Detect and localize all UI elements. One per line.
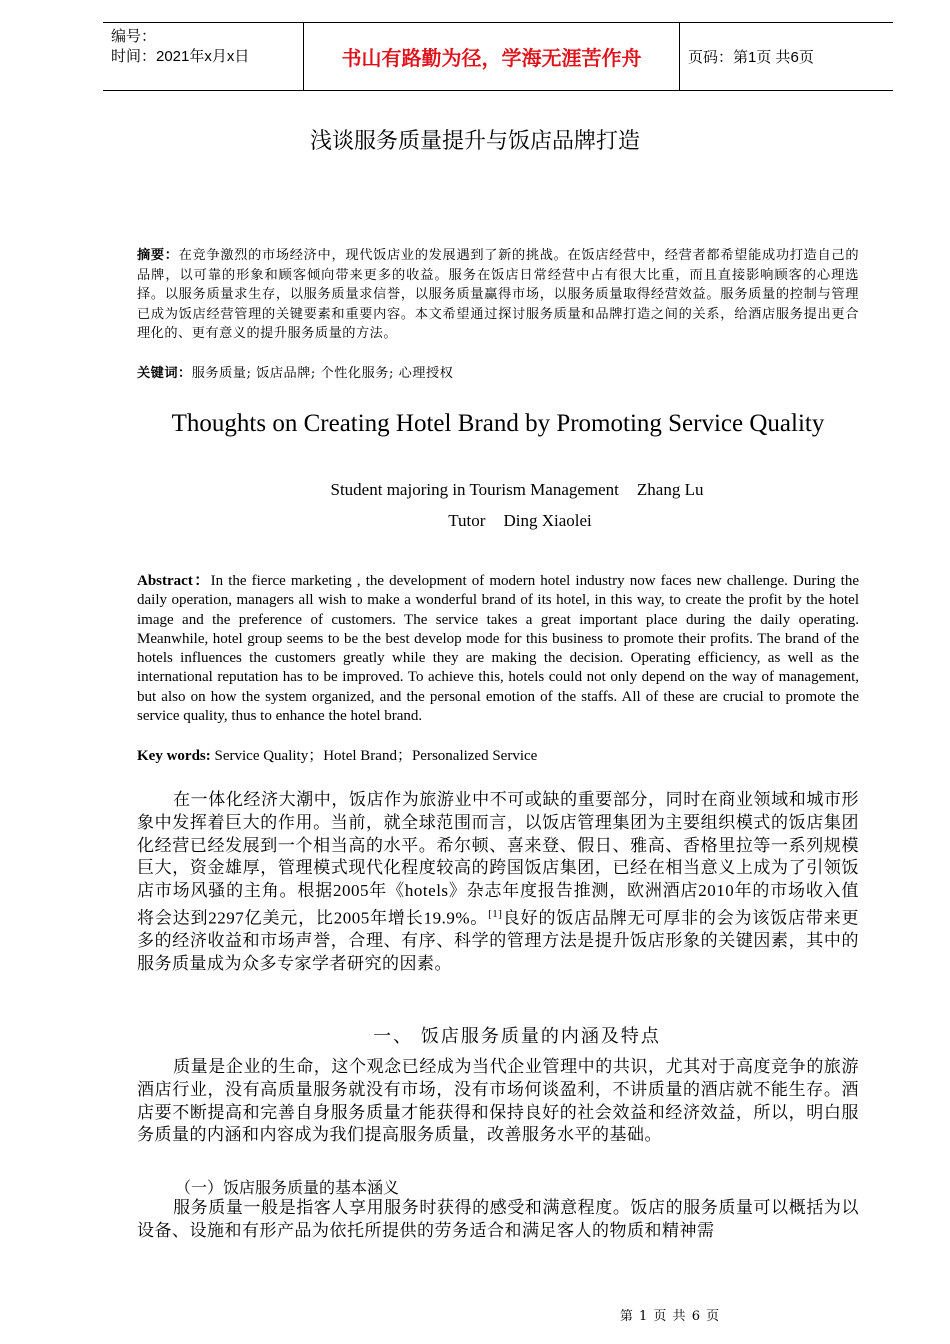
chinese-keywords-text: 服务质量; 饭店品牌; 个性化服务; 心理授权 — [191, 366, 454, 381]
student-name: Zhang Lu — [636, 480, 704, 499]
paragraph2-text: 质量是企业的生命，这个观念已经成为当代企业管理中的共识，尤其对于高度竞争的旅游酒店行业，没有高质量服务就没有市场，没有市场何谈盈利，不讲质量的酒店就不能生存。酒店要不断提高和完善自身服务质量才能获得和保持良好的社会效益和经济效益，所以，明白服务质量的内涵和内容成为我们提高服务质量，改善服务水平的基础。 — [137, 1057, 859, 1145]
body-paragraph-2 — [137, 1056, 859, 1147]
header-motto: 书山有路勤为径，学海无涯苦作舟 — [304, 23, 680, 90]
subsection-1-heading: （一）饭店服务质量的基本涵义 — [175, 1178, 400, 1197]
chinese-title: 浅谈服务质量提升与饭店品牌打造 — [309, 129, 640, 154]
header-meta-cell — [103, 23, 304, 90]
page-footer: 第 1 页 共 6 页 — [619, 1309, 721, 1324]
paragraph1-text-b: 良好的饭店品牌无可厚非的会为该饭店带来更多的经济收益和市场声誉，合理、有序、科学的管理方法是提升饭店形象的关键因素，其中的服务质量成为众多专家学者研究的因素。 — [137, 908, 859, 974]
body-paragraph-1 — [137, 789, 859, 976]
tutor-name: Ding Xiaolei — [503, 511, 592, 530]
body-paragraph-3 — [137, 1197, 859, 1243]
number-label: 编号： — [111, 28, 157, 45]
tutor-label: Tutor — [448, 511, 486, 530]
section-1-heading: 一、 饭店服务质量的内涵及特点 — [373, 1026, 661, 1047]
header-page-info: 页码：第1页 共6页 — [688, 49, 814, 66]
chinese-keywords-label: 关键词： — [137, 366, 192, 381]
time-label: 时间：2021年x月x日 — [111, 48, 250, 65]
chinese-abstract — [137, 246, 859, 344]
english-abstract — [137, 572, 859, 726]
chinese-keywords — [137, 364, 859, 383]
english-abstract-text: In the fierce marketing , the development of modern hotel industry now faces new challenge. During the daily operation, managers all wish to make a wonderful brand of its hotel, in this way, to create the profit by the hotel image and the preference of customers. The service takes a great important place during the daily operating. Meanwhile, hotel group seems to be the best develop mode for this business to promote their profits. The brand of the hotels influences the customers greatly while they are making the decision. Operating efficiency, as well as the international reputation has to be improved. To achieve this, hotels could not only depend on the way of management, but also on how the system organized, and the personal emotion of the staffs. All of these are crucial to promote the service quality, thus to enhance the hotel brand. — [137, 573, 859, 725]
chinese-abstract-label: 摘要： — [137, 248, 179, 263]
student-major: Student majoring in Tourism Management — [330, 480, 619, 499]
paragraph1-text-a: 在一体化经济大潮中，饭店作为旅游业中不可或缺的重要部分，同时在商业领域和城市形象中发挥着巨大的作用。当前，就全球范围而言，以饭店管理集团为主要组织模式的饭店集团化经营已经发展到一个相当高的水平。希尔顿、喜来登、假日、雅高、香格里拉等一系列规模巨大，资金雄厚，管理模式现代化程度较高的跨国饭店集团，已经在相当意义上成为了引领饭店市场风骚的主角。根据2005年《hotels》杂志年度报告推测，欧洲酒店2010年的市场收入值将会达到2297亿美元，比2005年增长19.9%。 — [137, 790, 859, 928]
header-table — [103, 22, 893, 91]
english-keywords — [137, 746, 859, 766]
english-title: Thoughts on Creating Hotel Brand by Promoting Service Quality — [171, 410, 825, 437]
english-keywords-label: Key words: — [137, 748, 211, 764]
english-abstract-label: Abstract： — [137, 573, 211, 589]
chinese-abstract-text: 在竞争激烈的市场经济中，现代饭店业的发展遇到了新的挑战。在饭店经营中，经营者都希望能成功打造自己的品牌，以可靠的形象和顾客倾向带来更多的收益。服务在饭店日常经营中占有很大比重，而且直接影响顾客的心理选择。以服务质量求生存，以服务质量求信誉，以服务质量赢得市场，以服务质量取得经营效益。服务质量的控制与管理已成为饭店经营管理的关键要素和重要内容。本文希望通过探讨服务质量和品牌打造之间的关系，给酒店服务提出更合理化的、更有意义的提升服务质量的方法。 — [137, 248, 860, 341]
tutor-line — [0, 511, 950, 531]
paragraph3-text: 服务质量一般是指客人享用服务时获得的感受和满意程度。饭店的服务质量可以概括为以设备、设施和有形产品为依托所提供的劳务适合和满足客人的物质和精神需 — [137, 1198, 859, 1240]
student-line — [0, 480, 950, 500]
english-keywords-text: Service Quality；Hotel Brand；Personalized Service — [214, 748, 538, 764]
citation-ref: [1] — [488, 907, 503, 920]
